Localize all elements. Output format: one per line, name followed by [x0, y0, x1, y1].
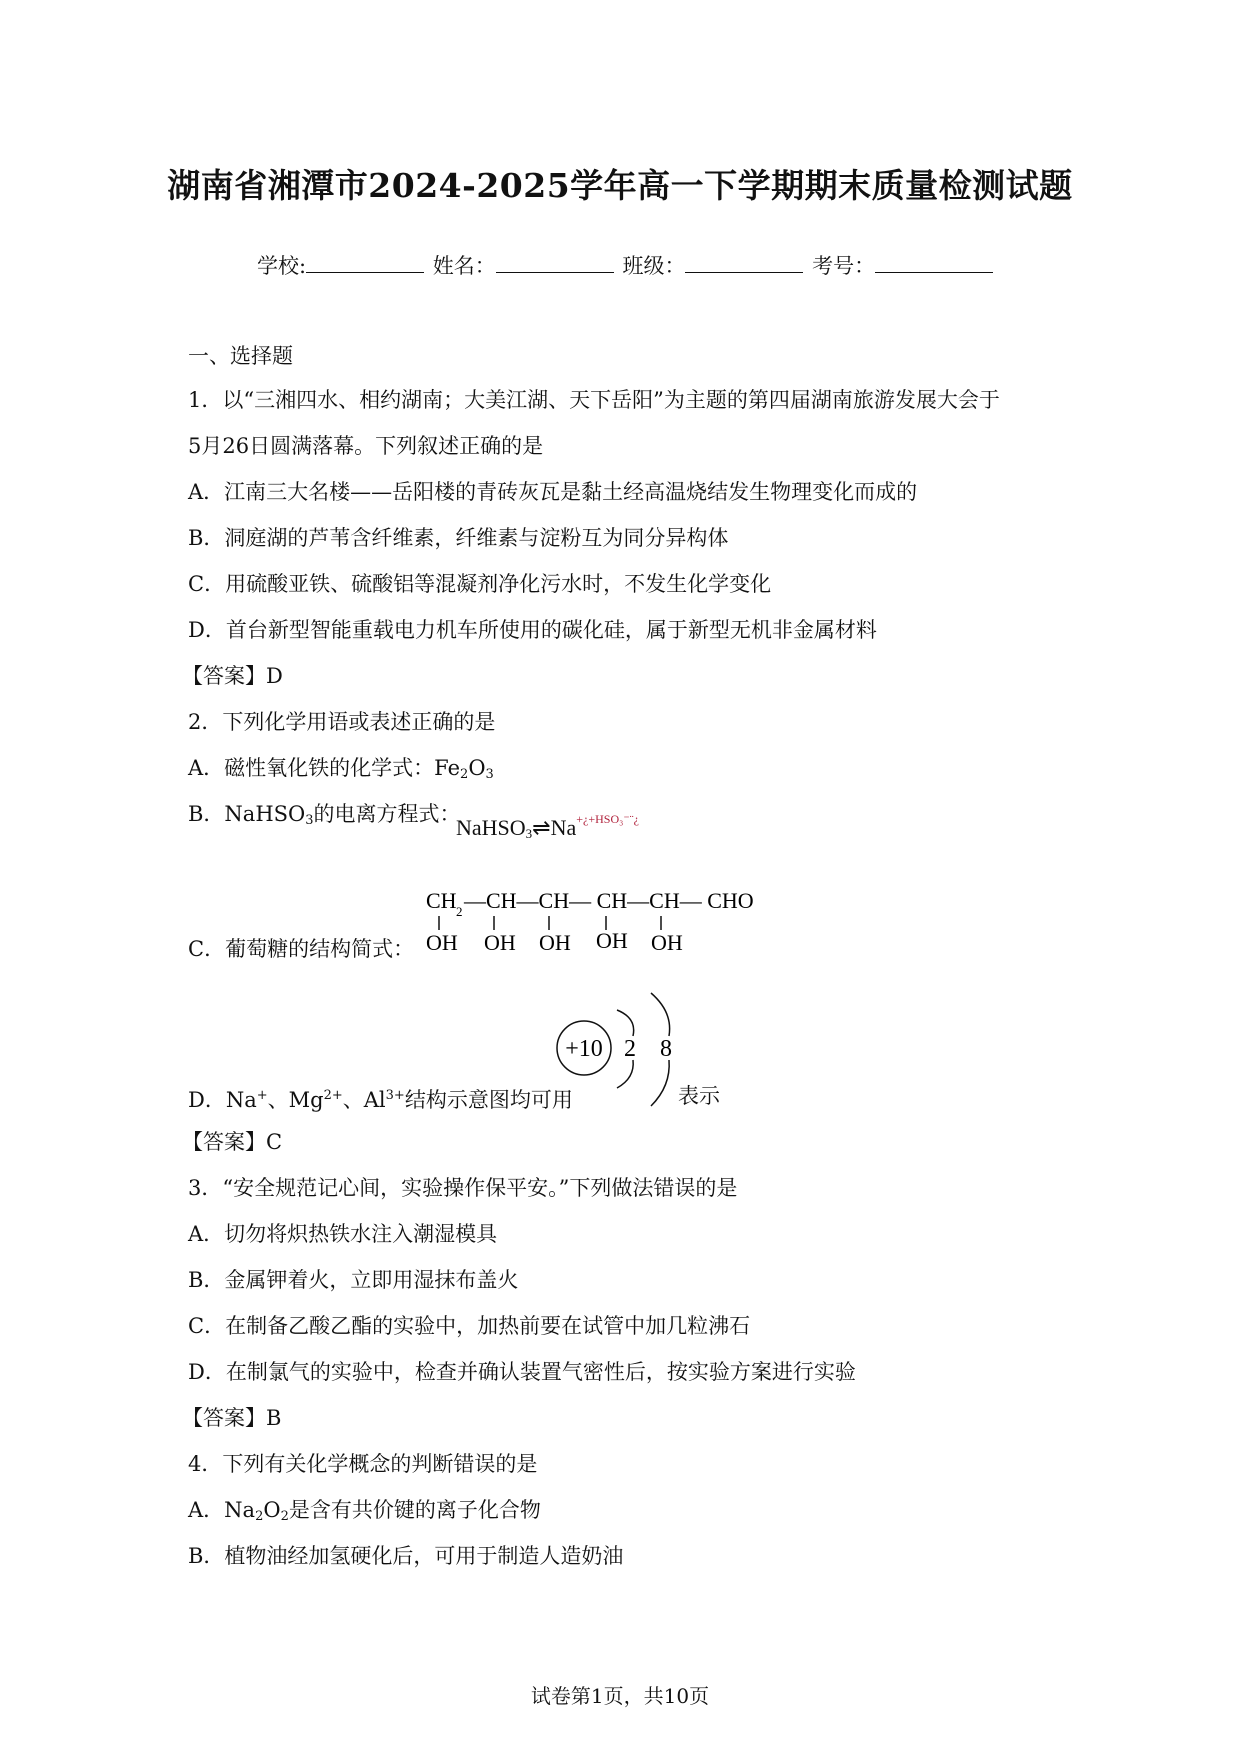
number-blank[interactable] [875, 250, 993, 273]
shell-2-lower-arc [651, 1060, 669, 1106]
q2-option-c: C．葡萄糖的结构简式： [188, 937, 415, 961]
number-label: 考号： [812, 254, 876, 278]
nucleus-charge: +10 [565, 1036, 603, 1062]
q2-b-suffix: 的电离方程式： [313, 802, 461, 826]
q2-b-prefix: B．NaHSO [188, 802, 306, 826]
q4-a-sub2: 2 [280, 1509, 289, 1524]
student-info-row [257, 250, 995, 280]
struct-sub2: 2 [456, 904, 463, 919]
q1-option-d: D．首台新型智能重载电力机车所使用的碳化硅，属于新型无机非金属材料 [188, 618, 877, 642]
q2-d-mg-sup: 2+ [323, 1088, 343, 1103]
q2-a-prefix: A．磁性氧化铁的化学式： [188, 756, 435, 780]
shell-2-upper-arc [651, 993, 670, 1036]
q3-answer: 【答案】B [182, 1406, 282, 1430]
shell-1-count: 2 [624, 1036, 636, 1062]
q3-option-c: C．在制备乙酸乙酯的实验中，加热前要在试管中加几粒沸石 [188, 1314, 751, 1338]
q2-b-sub: 3 [305, 813, 314, 828]
q2-stem: 2．下列化学用语或表述正确的是 [188, 710, 496, 734]
eq-arrow: ⇌ [532, 815, 551, 840]
eq-right: Na [550, 815, 577, 840]
q2-a-o: O [468, 756, 486, 780]
q4-a-o: O [263, 1498, 281, 1522]
school-label: 学校: [257, 254, 307, 278]
page-footer: 试卷第1页，共10页 [530, 1684, 710, 1708]
q2-d-prefix: D．Na [188, 1088, 257, 1112]
struct-oh-2: OH [484, 930, 516, 955]
q2-d-suffix: 表示 [678, 1084, 720, 1108]
glucose-structure [426, 878, 786, 978]
section-heading: 一、选择题 [188, 344, 293, 368]
shell-2-count: 8 [660, 1036, 672, 1062]
page-title: 湖南省湘潭市2024-2025学年高一下学期期末质量检测试题 [167, 166, 1073, 205]
eq-garbled-ions: +¿+HSO₃⁻¨¿ [576, 812, 639, 826]
struct-chain: —CH—CH— CH—CH— CHO [464, 888, 754, 913]
q2-d-na-sup: + [256, 1088, 268, 1103]
q3-stem: 3．“安全规范记心间，实验操作保平安。”下列做法错误的是 [188, 1176, 738, 1200]
struct-oh-3: OH [539, 930, 571, 955]
class-label: 班级： [622, 254, 686, 278]
q2-option-a [188, 754, 494, 789]
q4-option-a [188, 1496, 541, 1531]
school-blank[interactable] [306, 250, 424, 273]
q2-a-fe-sub: 2 [460, 767, 469, 782]
q3-option-b: B．金属钾着火，立即用湿抹布盖火 [188, 1268, 519, 1292]
q2-a-o-sub: 3 [485, 767, 494, 782]
q1-option-a: A．江南三大名楼——岳阳楼的青砖灰瓦是黏土经高温烧结发生物理变化而成的 [188, 480, 918, 504]
q3-option-a: A．切勿将炽热铁水注入潮湿模具 [188, 1222, 498, 1246]
shell-1-lower-arc [617, 1060, 633, 1088]
shell-1-upper-arc [617, 1010, 634, 1036]
q3-option-d: D．在制氯气的实验中，检查并确认装置气密性后，按实验方案进行实验 [188, 1360, 856, 1384]
q1-stem-line2: 5月26日圆满落幕。下列叙述正确的是 [188, 434, 544, 458]
q1-stem-line1: 1．以“三湘四水、相约湖南；大美江湖、天下岳阳”为主题的第四届湖南旅游发展大会于 [188, 388, 1000, 412]
struct-ch2: CH [426, 888, 457, 913]
eq-left: NaHSO [456, 815, 526, 840]
q1-option-c: C．用硫酸亚铁、硫酸铝等混凝剂净化污水时，不发生化学变化 [188, 572, 772, 596]
q4-a-sub1: 2 [255, 1509, 264, 1524]
q2-d-mid: 结构示意图均可用 [404, 1088, 573, 1112]
q2-option-d [188, 1082, 573, 1114]
eq-left-sub: 3 [525, 826, 533, 841]
q2-option-b [188, 800, 461, 835]
q4-stem: 4．下列有关化学概念的判断错误的是 [188, 1452, 538, 1476]
atomic-structure-diagram [555, 988, 685, 1108]
struct-oh-4: OH [596, 928, 628, 953]
q2-d-al-sup: 3+ [385, 1088, 405, 1103]
q1-option-b: B．洞庭湖的芦苇含纤维素，纤维素与淀粉互为同分异构体 [188, 526, 729, 550]
ionization-equation [456, 812, 639, 842]
q4-a-suffix: 是含有共价键的离子化合物 [288, 1498, 541, 1522]
struct-oh-5: OH [651, 930, 683, 955]
name-label: 姓名： [432, 254, 496, 278]
q4-option-b: B．植物油经加氢硬化后，可用于制造人造奶油 [188, 1544, 624, 1568]
q2-a-fe: Fe [434, 756, 461, 780]
class-blank[interactable] [685, 250, 803, 273]
q2-answer: 【答案】C [182, 1130, 283, 1154]
struct-oh-1: OH [426, 930, 458, 955]
q4-a-prefix: A．Na [188, 1498, 256, 1522]
q1-answer: 【答案】D [182, 664, 283, 688]
name-blank[interactable] [496, 250, 614, 273]
q2-d-sep2: 、Al [342, 1088, 386, 1112]
q2-d-sep1: 、Mg [267, 1088, 324, 1112]
